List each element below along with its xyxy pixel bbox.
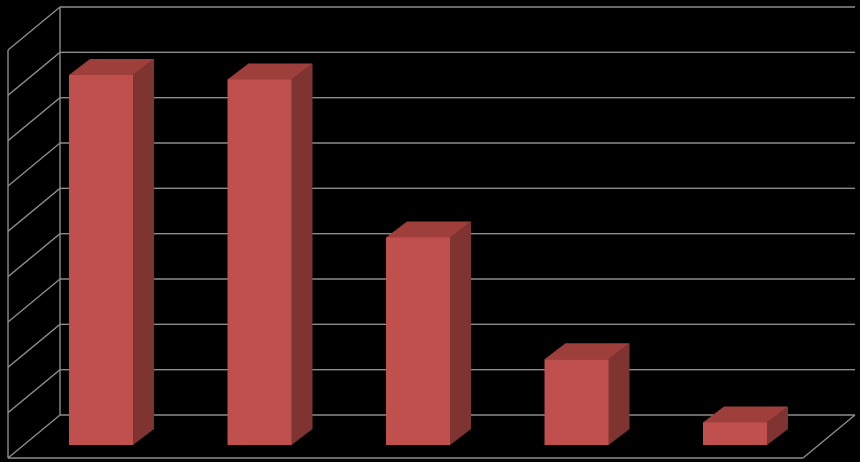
bar-side <box>133 59 154 445</box>
chart-bars <box>69 59 788 445</box>
side-wall-gridline <box>8 415 60 458</box>
bar-side <box>609 343 630 445</box>
side-wall-gridline <box>8 143 60 186</box>
side-wall-gridline <box>8 98 60 141</box>
bar-side <box>292 64 313 445</box>
bar-side <box>450 221 471 445</box>
floor-right-edge <box>803 415 855 458</box>
bar <box>703 406 788 445</box>
side-wall-gridline <box>8 188 60 231</box>
bar <box>228 64 313 445</box>
bar-front <box>386 237 450 445</box>
side-wall-gridline <box>8 370 60 413</box>
side-wall-gridline <box>8 279 60 322</box>
bar-front <box>703 422 767 445</box>
side-wall-gridline <box>8 324 60 367</box>
bar <box>545 343 630 445</box>
side-wall-gridline <box>8 7 60 50</box>
bar <box>69 59 154 445</box>
bar-front <box>228 80 292 445</box>
side-wall-gridline <box>8 234 60 277</box>
bar-front <box>69 75 133 445</box>
side-wall-gridline <box>8 52 60 95</box>
bar-front <box>545 359 609 445</box>
bar <box>386 221 471 445</box>
